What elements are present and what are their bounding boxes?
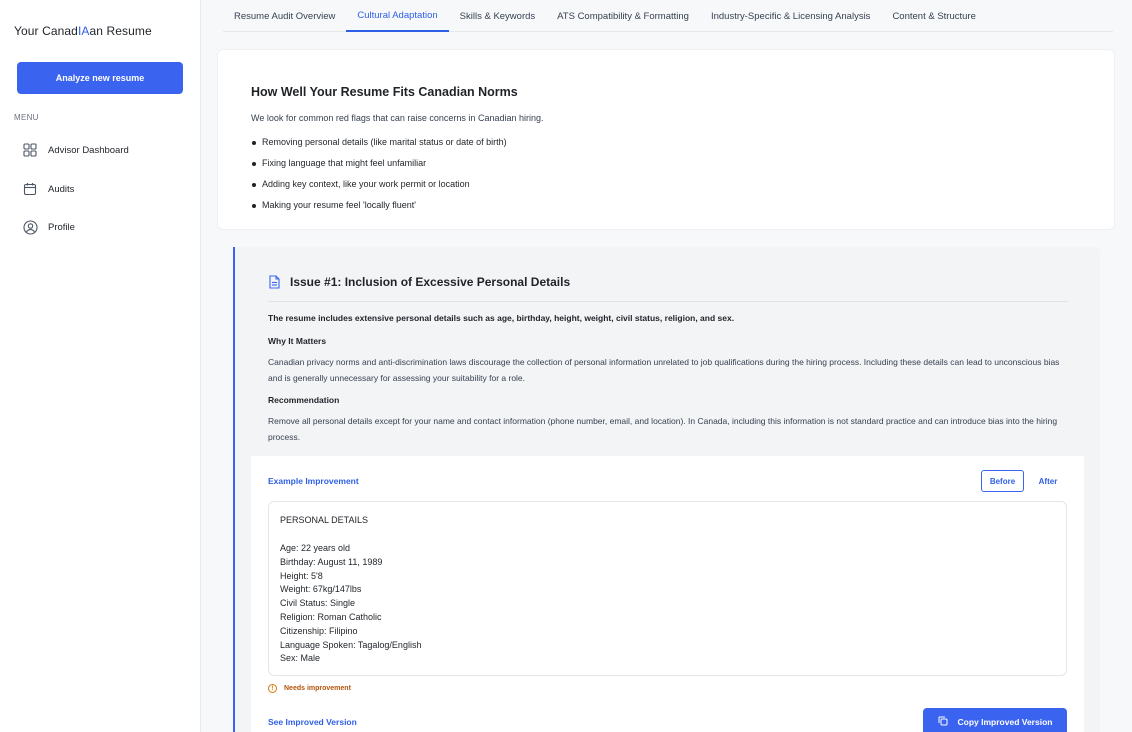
calendar-icon	[22, 181, 38, 197]
copy-button-label: Copy Improved Version	[957, 717, 1053, 727]
issue-header	[268, 275, 570, 289]
content-line: Weight: 67kg/147lbs	[280, 584, 362, 595]
sidebar-item-label: Advisor Dashboard	[48, 144, 129, 156]
before-toggle[interactable]: Before	[981, 470, 1024, 492]
list-item: Adding key context, like your work permit or location	[262, 179, 507, 200]
tab-content-structure[interactable]: Content & Structure	[892, 10, 976, 22]
tab-cultural-adaptation[interactable]: Cultural Adaptation	[346, 0, 448, 32]
analyze-new-resume-button[interactable]: Analyze new resume	[17, 62, 183, 94]
tab-industry-specific[interactable]: Industry-Specific & Licensing Analysis	[710, 10, 871, 22]
divider	[268, 301, 1068, 302]
see-improved-version-link[interactable]: See Improved Version	[268, 717, 357, 727]
copy-improved-version-button[interactable]	[923, 708, 1067, 732]
content-line: Sex: Male	[280, 653, 321, 664]
menu-label: MENU	[14, 113, 39, 122]
sidebar-item-audits[interactable]	[22, 180, 74, 198]
user-circle-icon	[22, 219, 38, 235]
tab-resume-audit-overview[interactable]: Resume Audit Overview	[234, 10, 336, 22]
status-label: Needs improvement	[284, 685, 351, 692]
list-item: Removing personal details (like marital status or date of birth)	[262, 137, 507, 158]
tab-ats-compatibility[interactable]: ATS Compatibility & Formatting	[557, 10, 689, 22]
app-logo[interactable]	[14, 24, 152, 38]
sidebar	[0, 0, 201, 732]
content-line: Civil Status: Single	[280, 598, 356, 609]
content-lines	[280, 543, 421, 667]
example-improvement-panel	[251, 456, 1084, 732]
after-toggle[interactable]: After	[1030, 470, 1066, 492]
why-heading: Why It Matters	[268, 336, 327, 346]
sidebar-item-profile[interactable]	[22, 218, 75, 236]
audit-tabs	[223, 0, 1113, 32]
why-text: Canadian privacy norms and anti-discrimination laws discourage the collection of personal information unrelated to job qualifications during the hiring process. Including these details can lead to unconscious bias and is generally unnecessary for assessing your suitability for a role.	[268, 357, 1060, 383]
document-icon	[268, 275, 282, 289]
intro-title: How Well Your Resume Fits Canadian Norms	[251, 85, 518, 99]
brand-prefix: Your Canad	[14, 24, 78, 38]
content-line: Language Spoken: Tagalog/English	[280, 639, 422, 650]
grid-icon	[22, 142, 38, 158]
list-item: Making your resume feel 'locally fluent'	[262, 200, 507, 221]
intro-bullet-list	[262, 137, 507, 221]
brand-highlight: IA	[77, 24, 90, 38]
list-item: Fixing language that might feel unfamiliar	[262, 158, 507, 179]
sidebar-item-label: Profile	[48, 221, 75, 233]
sidebar-item-advisor-dashboard[interactable]	[22, 141, 129, 159]
content-line: Birthday: August 11, 1989	[280, 556, 383, 567]
brand-suffix: an Resume	[89, 24, 152, 38]
copy-icon	[938, 716, 948, 728]
content-line: Religion: Roman Catholic	[280, 611, 382, 622]
recommendation-text: Remove all personal details except for your name and contact information (phone number, email, and location). In Canada, including this information is not standard practice and can introduce bias into the hiring process.	[268, 416, 1058, 442]
warning-icon: !	[268, 684, 277, 693]
content-line: Height: 5'8	[280, 570, 323, 581]
recommendation-heading: Recommendation	[268, 395, 340, 405]
example-title: Example Improvement	[268, 476, 359, 486]
issue-title: Issue #1: Inclusion of Excessive Personal Details	[290, 275, 571, 289]
content-heading: PERSONAL DETAILS	[280, 515, 369, 525]
content-line: Citizenship: Filipino	[280, 625, 358, 636]
content-line: Age: 22 years old	[280, 543, 351, 553]
issue-card	[233, 247, 1100, 732]
issue-summary: The resume includes extensive personal details such as age, birthday, height, weight, civil status, religion, and sex.	[268, 313, 735, 323]
sidebar-item-label: Audits	[48, 183, 75, 195]
example-content-box	[268, 501, 1067, 676]
tab-skills-keywords[interactable]: Skills & Keywords	[459, 10, 536, 22]
intro-card	[217, 49, 1115, 230]
status-badge	[268, 684, 351, 693]
intro-subtitle: We look for common red flags that can raise concerns in Canadian hiring.	[251, 113, 544, 123]
